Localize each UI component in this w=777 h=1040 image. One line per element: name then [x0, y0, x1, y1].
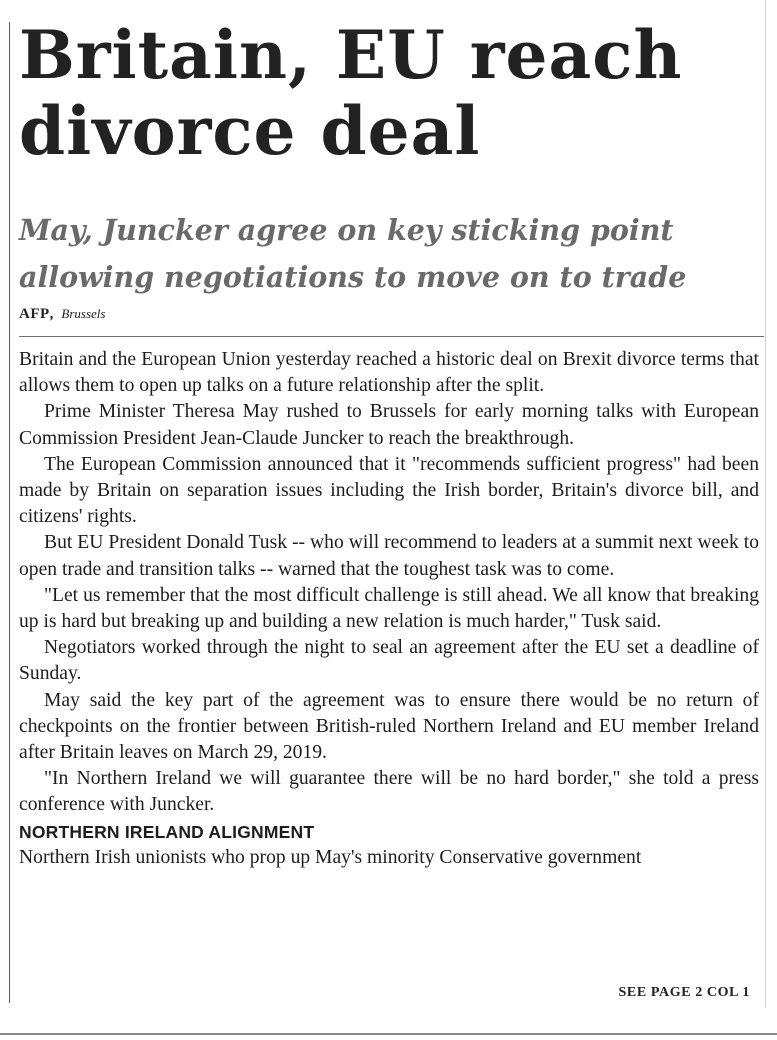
subheadline-line-2: allowing negotiations to move on to trade: [19, 260, 687, 294]
paragraph-2: Prime Minister Theresa May rushed to Brussels for early morning talks with European Commission President Jean-Claude Juncker to reach the breakthrough.: [19, 401, 759, 449]
section-heading: NORTHERN IRELAND ALIGNMENT: [19, 821, 315, 842]
paragraph-4: But EU President Donald Tusk -- who will recommend to leaders at a summit next week to open trade and transition talks -- warned that the toughest task was to come.: [19, 532, 759, 580]
paragraph-8: "In Northern Ireland we will guarantee there will be no hard border," she told a press conference with Juncker.: [19, 768, 759, 816]
paragraph-7: May said the key part of the agreement was to ensure there would be no return of checkpoints on the frontier between British-ruled Northern Ireland and EU member Ireland after Britain leaves on March 29, 2019.: [19, 689, 759, 764]
byline-divider: [19, 336, 764, 337]
column-rule-left: [9, 22, 10, 1003]
subheadline-line-1: May, Juncker agree on key sticking point: [19, 213, 674, 247]
paragraph-3: The European Commission announced that it "recommends sufficient progress" had been made by Britain on separation issues including the Irish border, Britain's divorce bill, and citizens' rights.: [19, 453, 759, 528]
paragraph-continued: Northern Irish unionists who prop up May's minority Conservative government: [19, 846, 642, 868]
paragraph-5: "Let us remember that the most difficult challenge is still ahead. We all know that breaking up is hard but breaking up and building a new relation is much harder," Tusk said.: [19, 584, 759, 633]
bottom-rule: [0, 1033, 777, 1035]
column-rule-right: [765, 0, 766, 1008]
adjacent-column-edge: [768, 0, 777, 1010]
jump-line: SEE PAGE 2 COL 1: [618, 985, 750, 1000]
headline: [19, 17, 749, 169]
article-body: [19, 347, 759, 871]
subheadline: [19, 207, 759, 301]
byline-agency: AFP: [19, 306, 50, 322]
byline: [19, 305, 105, 323]
paragraph-1: Britain and the European Union yesterday reached a historic deal on Brexit divorce terms that allows them to open up talks on a future relationship after the split.: [19, 349, 759, 397]
paragraph-6: Negotiators worked through the night to seal an agreement after the EU set a deadline of Sunday.: [19, 637, 759, 685]
byline-separator: ,: [49, 306, 54, 322]
headline-line-1: Britain, EU reach: [19, 16, 683, 94]
headline-line-2: divorce deal: [19, 92, 481, 170]
byline-dateline: Brussels: [61, 306, 106, 321]
